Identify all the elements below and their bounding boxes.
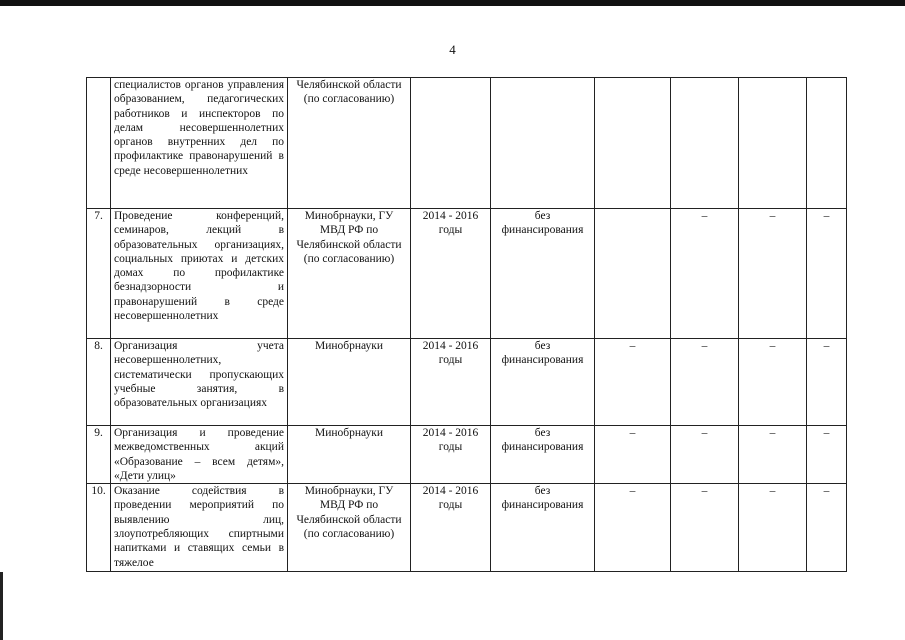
amount-cell: – <box>671 339 739 426</box>
row-number: 9. <box>87 426 111 484</box>
amount-cell: – <box>807 484 847 572</box>
executor-cell: Минобрнауки, ГУ МВД РФ по Челябинской области (по согласованию) <box>288 484 411 572</box>
amount-cell <box>595 78 671 209</box>
row-number: 10. <box>87 484 111 572</box>
row-number <box>87 78 111 209</box>
measure-text: Оказание содействия в проведении мероприятий по выявлению лиц, злоупотребляющих спиртными напитками и ставящих семьи в тяжелое <box>111 484 288 572</box>
amount-cell: – <box>739 484 807 572</box>
amount-cell <box>807 78 847 209</box>
row-number: 8. <box>87 339 111 426</box>
table-row <box>87 426 847 484</box>
amount-cell: – <box>595 426 671 484</box>
scan-edge-top <box>0 0 905 6</box>
term-cell: 2014 - 2016 годы <box>411 484 491 572</box>
financing-cell: без финансирования <box>491 209 595 339</box>
amount-cell: – <box>807 339 847 426</box>
amount-cell <box>595 209 671 339</box>
amount-cell: – <box>807 209 847 339</box>
amount-cell: – <box>671 209 739 339</box>
amount-cell: – <box>671 426 739 484</box>
measure-text: специалистов органов управления образованием, педагогических работников и инспекторов по делам несовершеннолетних органов внутренних дел по профилактике правонарушений в среде несовершеннолетних <box>111 78 288 209</box>
amount-cell <box>739 78 807 209</box>
financing-cell: без финансирования <box>491 484 595 572</box>
term-cell: 2014 - 2016 годы <box>411 339 491 426</box>
measure-text: Организация учета несовершеннолетних, систематически пропускающих учебные занятия, в образовательных организациях <box>111 339 288 426</box>
table-row <box>87 78 847 209</box>
scan-edge-left <box>0 572 3 640</box>
executor-cell: Челябинской области (по согласованию) <box>288 78 411 209</box>
page-number: 4 <box>449 42 456 57</box>
financing-cell: без финансирования <box>491 339 595 426</box>
row-number: 7. <box>87 209 111 339</box>
amount-cell: – <box>739 339 807 426</box>
amount-cell: – <box>739 426 807 484</box>
measure-text: Организация и проведение межведомственных акций «Образование – всем детям», «Дети улиц» <box>111 426 288 484</box>
financing-cell <box>491 78 595 209</box>
amount-cell: – <box>671 484 739 572</box>
term-cell <box>411 78 491 209</box>
table-row <box>87 484 847 572</box>
executor-cell: Минобрнауки <box>288 426 411 484</box>
financing-cell: без финансирования <box>491 426 595 484</box>
term-cell: 2014 - 2016 годы <box>411 209 491 339</box>
amount-cell: – <box>595 484 671 572</box>
amount-cell: – <box>739 209 807 339</box>
amount-cell: – <box>595 339 671 426</box>
executor-cell: Минобрнауки, ГУ МВД РФ по Челябинской области (по согласованию) <box>288 209 411 339</box>
amount-cell <box>671 78 739 209</box>
term-cell: 2014 - 2016 годы <box>411 426 491 484</box>
executor-cell: Минобрнауки <box>288 339 411 426</box>
amount-cell: – <box>807 426 847 484</box>
table-row <box>87 339 847 426</box>
measures-table <box>86 77 847 572</box>
table-row <box>87 209 847 339</box>
measure-text: Проведение конференций, семинаров, лекций в образовательных организациях, социальных приютах и детских домах по профилактике безнадзорности и правонарушений в среде несовершеннолетних <box>111 209 288 339</box>
